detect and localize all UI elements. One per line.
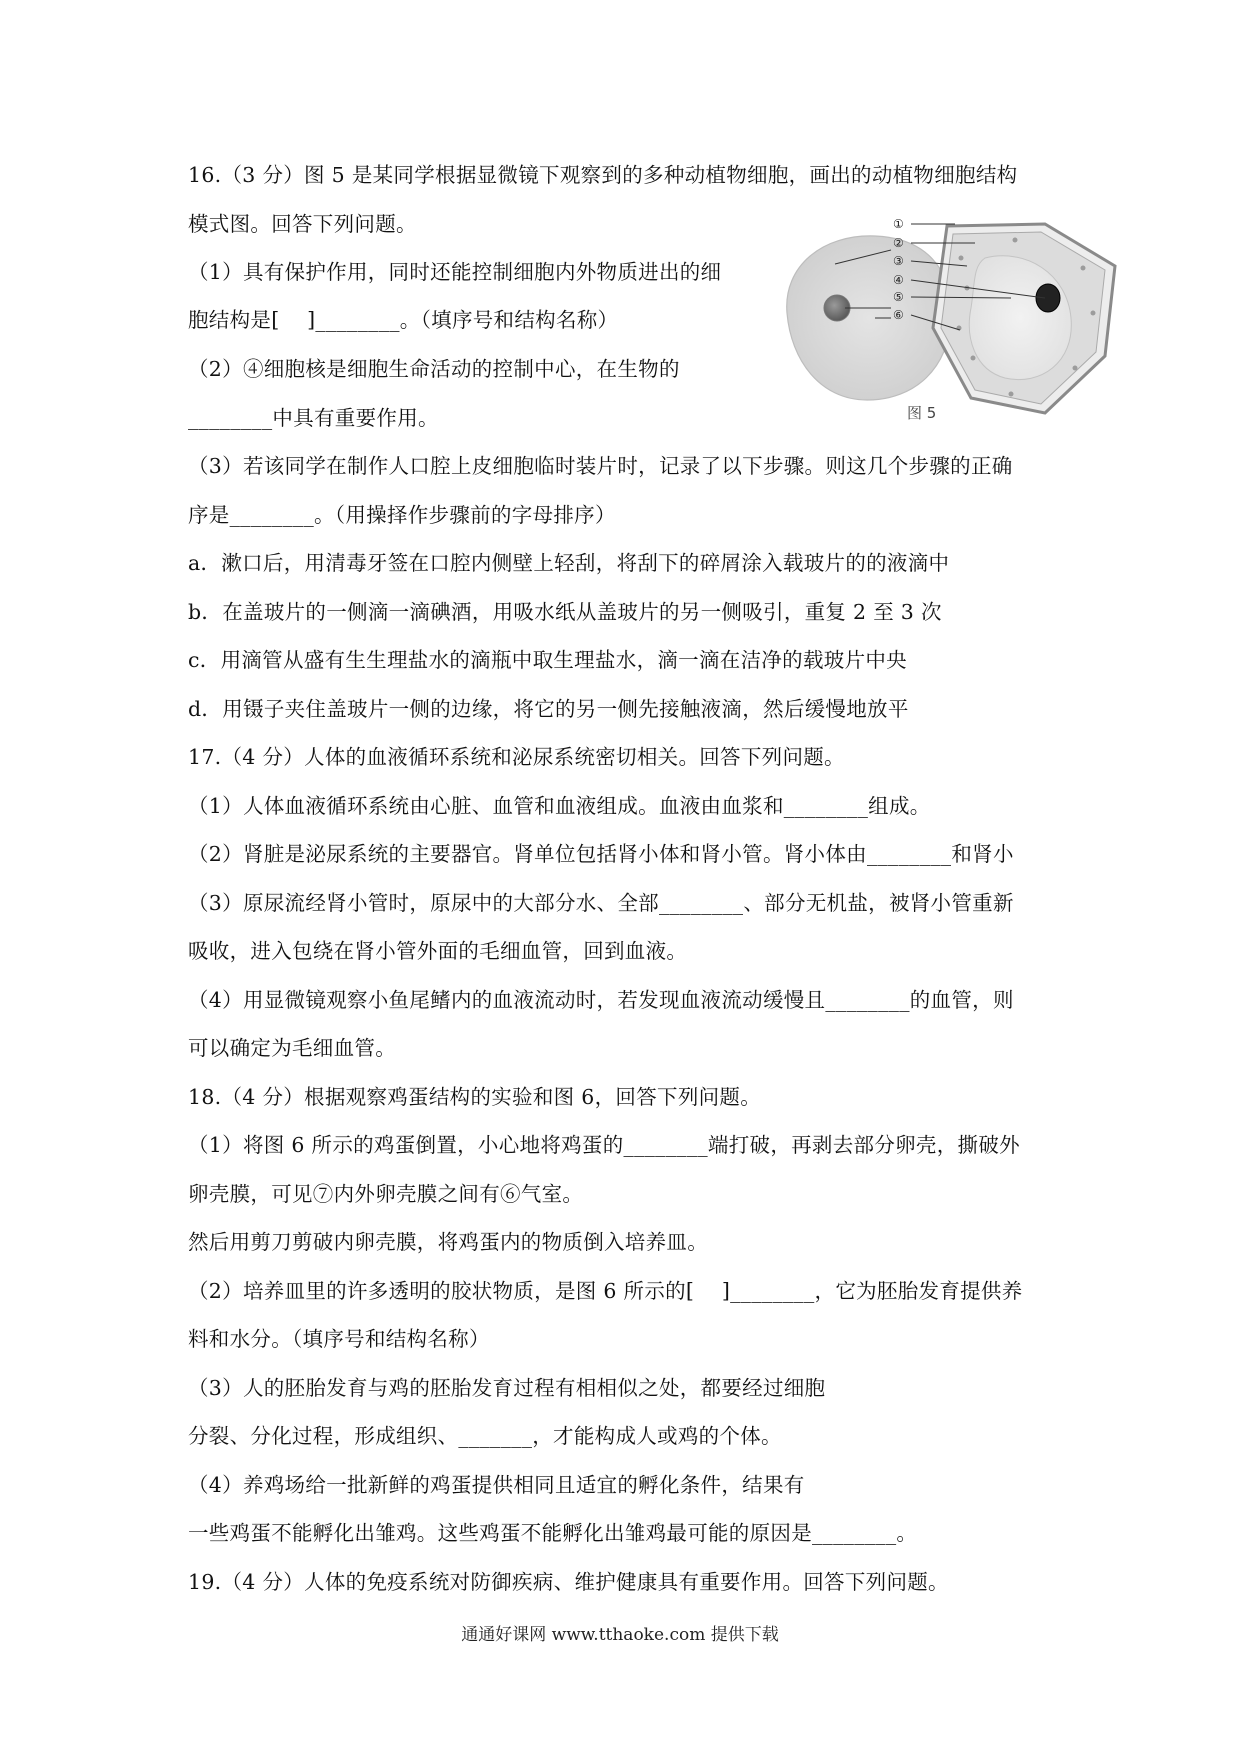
label-2: ② [893, 236, 904, 250]
line-19: 18.（4 分）根据观察鸡蛋结构的实验和图 6，回答下列问题。 [188, 1085, 762, 1109]
line-11: d．用镊子夹住盖玻片一侧的边缘，将它的另一侧先接触液滴，然后缓慢地放平 [188, 697, 909, 721]
line-3: 胞结构是[ ]________。（填序号和结构名称） [188, 308, 619, 332]
animal-cell [787, 236, 951, 400]
line-14: （2）肾脏是泌尿系统的主要器官。肾单位包括肾小体和肾小管。肾小体由________和肾小 [188, 842, 1014, 866]
line-24: 料和水分。（填序号和结构名称） [188, 1327, 490, 1351]
line-21: 卵壳膜，可见⑦内外卵壳膜之间有⑥气室。 [188, 1182, 584, 1206]
line-8: a．漱口后，用清毒牙签在口腔内侧壁上轻刮，将刮下的碎屑涂入载玻片的的液滴中 [188, 551, 950, 575]
line-27: （4）养鸡场给一批新鲜的鸡蛋提供相同且适宜的孵化条件，结果有 [188, 1473, 805, 1497]
line-16: 吸收，进入包绕在肾小管外面的毛细血管，回到血液。 [188, 939, 688, 963]
line-28: 一些鸡蛋不能孵化出雏鸡。这些鸡蛋不能孵化出雏鸡最可能的原因是________。 [188, 1521, 918, 1545]
line-0: 16.（3 分）图 5 是某同学根据显微镜下观察到的多种动植物细胞，画出的动植物细胞结构 [188, 163, 1018, 187]
line-12: 17.（4 分）人体的血液循环系统和泌尿系统密切相关。回答下列问题。 [188, 745, 845, 769]
label-4: ④ [893, 273, 904, 287]
line-23: （2）培养皿里的许多透明的胶状物质，是图 6 所示的[ ]________，它为胚胎发育提供养 [188, 1279, 1023, 1303]
cell-diagram [775, 218, 1120, 423]
line-1: 模式图。回答下列问题。 [188, 212, 417, 236]
line-10: c．用滴管从盛有生生理盐水的滴瓶中取生理盐水，滴一滴在洁净的载玻片中央 [188, 648, 907, 672]
line-17: （4）用显微镜观察小鱼尾鳍内的血液流动时，若发现血液流动缓慢且________的血管，则 [188, 988, 1014, 1012]
plant-nucleus [1036, 284, 1060, 312]
line-6: （3）若该同学在制作人口腔上皮细胞临时装片时，记录了以下步骤。则这几个步骤的正确 [188, 454, 1013, 478]
page-footer: 通通好课网 www.tthaoke.com 提供下载 [461, 1625, 779, 1645]
line-15: （3）原尿流经肾小管时，原尿中的大部分水、全部________、部分无机盐，被肾小管重新 [188, 891, 1014, 915]
line-18: 可以确定为毛细血管。 [188, 1036, 396, 1060]
line-29: 19.（4 分）人体的免疫系统对防御疾病、维护健康具有重要作用。回答下列问题。 [188, 1570, 949, 1594]
line-22: 然后用剪刀剪破内卵壳膜，将鸡蛋内的物质倒入培养皿。 [188, 1230, 708, 1254]
line-5: ________中具有重要作用。 [188, 406, 439, 430]
label-5: ⑤ [893, 290, 904, 304]
cell-diagram-figure [775, 218, 1120, 423]
line-13: （1）人体血液循环系统由心脏、血管和血液组成。血液由血浆和________组成。 [188, 794, 931, 818]
label-3: ③ [893, 254, 904, 268]
figure-caption: 图 5 [907, 404, 937, 422]
line-2: （1）具有保护作用，同时还能控制细胞内外物质进出的细 [188, 260, 722, 284]
line-9: b．在盖玻片的一侧滴一滴碘酒，用吸水纸从盖玻片的另一侧吸引，重复 2 至 3 次 [188, 600, 942, 624]
label-1: ① [893, 218, 904, 231]
label-6: ⑥ [893, 308, 904, 322]
line-26: 分裂、分化过程，形成组织、_______，才能构成人或鸡的个体。 [188, 1424, 782, 1448]
line-25: （3）人的胚胎发育与鸡的胚胎发育过程有相相似之处，都要经过细胞 [188, 1376, 826, 1400]
line-4: （2）④细胞核是细胞生命活动的控制中心，在生物的 [188, 357, 680, 381]
line-7: 序是________。（用操择作步骤前的字母排序） [188, 503, 616, 527]
line-20: （1）将图 6 所示的鸡蛋倒置，小心地将鸡蛋的________端打破，再剥去部分卵壳，撕破外 [188, 1133, 1020, 1157]
